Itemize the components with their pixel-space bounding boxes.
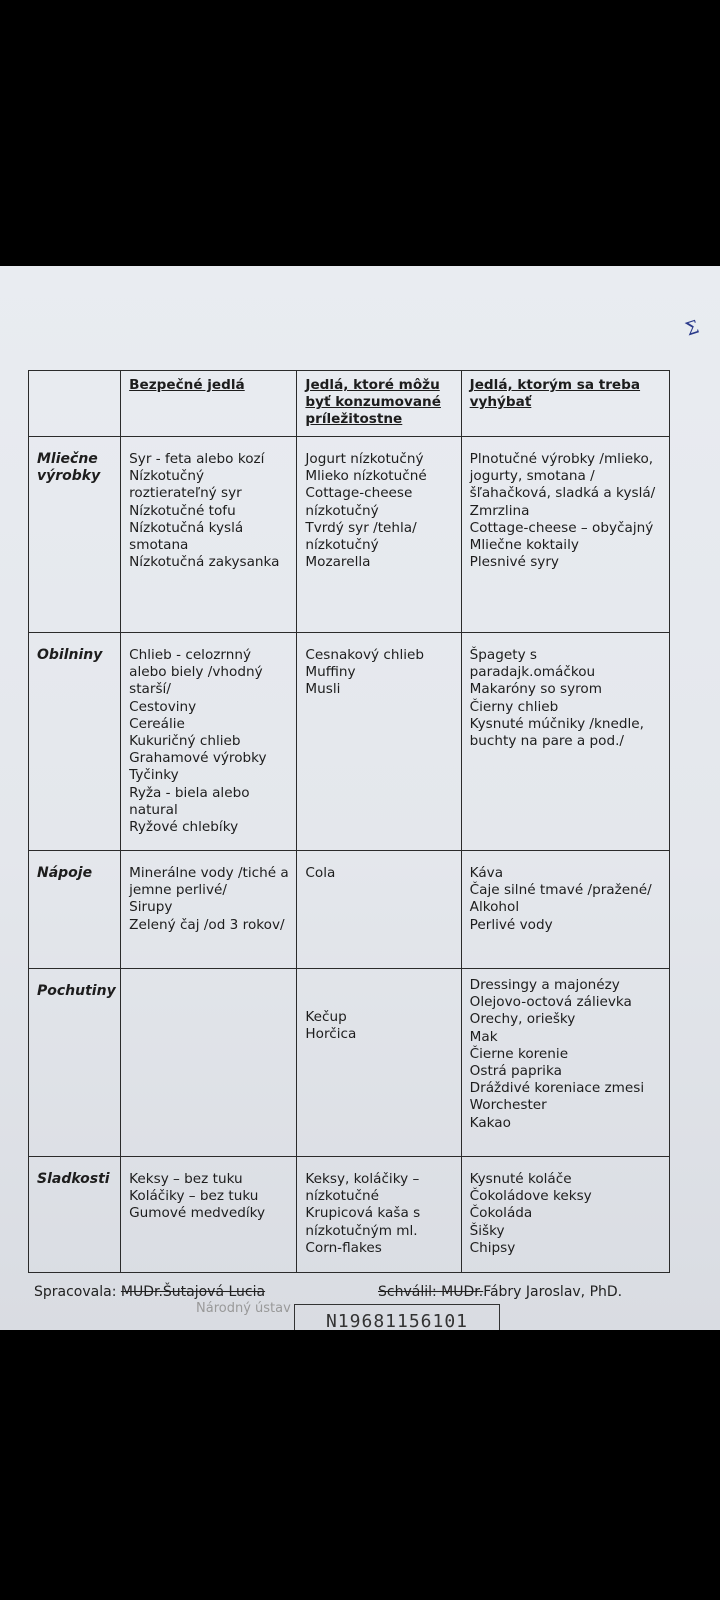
table-row (29, 1157, 670, 1273)
document-page (0, 266, 720, 1330)
table-row (29, 969, 670, 1157)
header-empty (29, 371, 121, 437)
approved-by (378, 1284, 622, 1300)
row-category: Mliečne výrobky (29, 437, 121, 633)
cell-occasional: Cola (297, 851, 461, 969)
diet-table (28, 370, 670, 1273)
approved-name: Fábry Jaroslav, PhD. (483, 1284, 623, 1300)
cell-avoid: Dressingy a majonézy Olejovo-octová zálievka Orechy, oriešky Mak Čierne korenie Ostrá paprika Dráždivé koreniace zmesi Worchester Kakao (461, 969, 669, 1157)
cell-avoid: Plnotučné výrobky /mlieko, jogurty, smotana /šľahačková, sladká a kyslá/ Zmrzlina Cottage-cheese – obyčajný Mliečne koktaily Plesnivé syry (461, 437, 669, 633)
header-safe: Bezpečné jedlá (121, 371, 297, 437)
cell-safe: Minerálne vody /tiché a jemne perlivé/ Sirupy Zelený čaj /od 3 rokov/ (121, 851, 297, 969)
cell-safe: Chlieb - celozrnný alebo biely /vhodný starší/ Cestoviny Cereálie Kukuričný chlieb Grahamové výrobky Tyčinky Ryža - biela alebo natural Ryžové chlebíky (121, 633, 297, 851)
handwritten-mark: Σ (683, 316, 702, 341)
cell-avoid: Káva Čaje silné tmavé /pražené/ Alkohol Perlivé vody (461, 851, 669, 969)
prepared-label: Spracovala: (34, 1284, 121, 1300)
row-category: Sladkosti (29, 1157, 121, 1273)
row-category: Nápoje (29, 851, 121, 969)
row-category: Obilniny (29, 633, 121, 851)
document-stamp: N19681156101 (294, 1304, 500, 1330)
table-row (29, 851, 670, 969)
prepared-name: MUDr.Šutajová Lucia (120, 1284, 266, 1300)
stamp-side-text: Národný ústav (196, 1301, 291, 1316)
approved-label: Schválil: MUDr. (378, 1284, 484, 1300)
cell-safe (121, 969, 297, 1157)
row-category: Pochutiny (29, 969, 121, 1157)
cell-safe: Keksy – bez tuku Koláčiky – bez tuku Gumové medvedíky (121, 1157, 297, 1273)
cell-occasional: Keksy, koláčiky – nízkotučné Krupicová kaša s nízkotučným ml. Corn-flakes (297, 1157, 461, 1273)
cell-occasional: Kečup Horčica (297, 969, 461, 1157)
cell-occasional: Jogurt nízkotučný Mlieko nízkotučné Cottage-cheese nízkotučný Tvrdý syr /tehla/ nízkotučný Mozarella (297, 437, 461, 633)
table-row (29, 437, 670, 633)
table-header-row (29, 371, 670, 437)
header-occasional: Jedlá, ktoré môžu byť konzumované príležitostne (297, 371, 461, 437)
table-row (29, 633, 670, 851)
cell-occasional: Cesnakový chlieb Muffiny Musli (297, 633, 461, 851)
signature-line (34, 1284, 623, 1300)
cell-safe: Syr - feta alebo kozí Nízkotučný roztierateľný syr Nízkotučné tofu Nízkotučná kyslá smotana Nízkotučná zakysanka (121, 437, 297, 633)
cell-avoid: Kysnuté koláče Čokoládove keksy Čokoláda Šišky Chipsy (461, 1157, 669, 1273)
header-avoid: Jedlá, ktorým sa treba vyhýbať (461, 371, 669, 437)
cell-avoid: Špagety s paradajk.omáčkou Makaróny so syrom Čierny chlieb Kysnuté múčniky /knedle, buchty na pare a pod./ (461, 633, 669, 851)
